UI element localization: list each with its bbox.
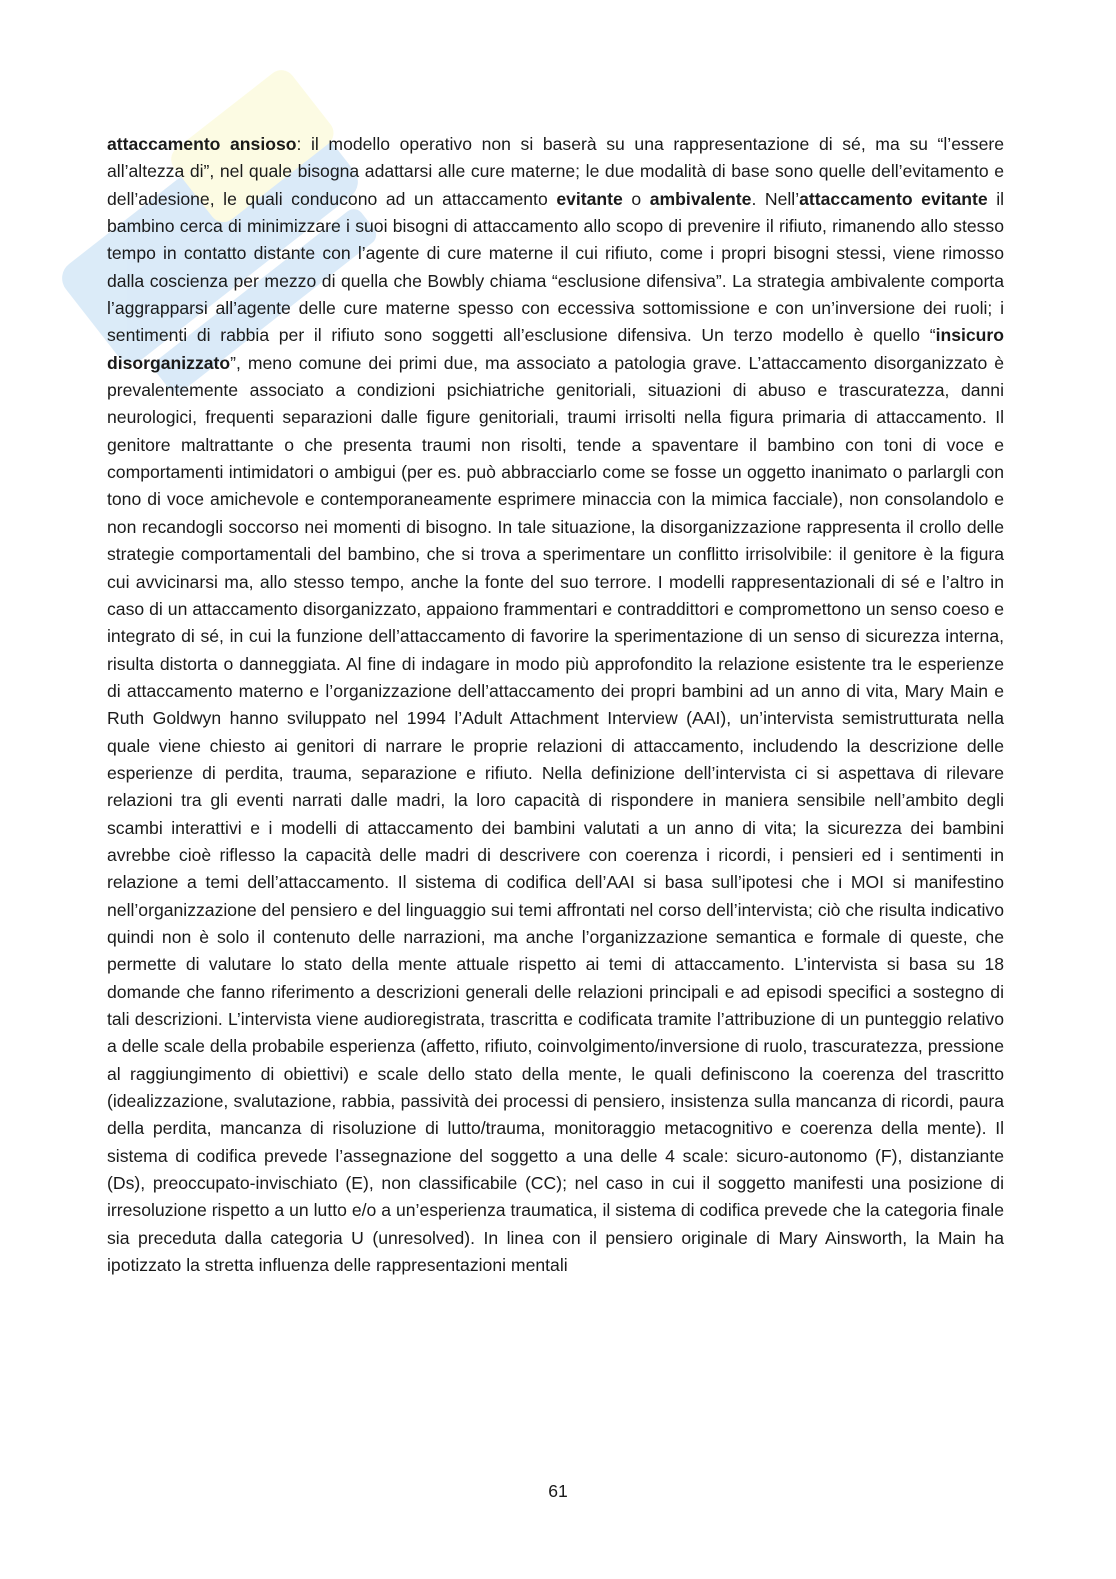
- term-evitante: evitante: [556, 188, 623, 209]
- term-attaccamento-evitante: attaccamento evitante: [799, 188, 988, 209]
- text-segment: il bambino cerca di minimizzare i suoi bisogni di attaccamento allo scopo di prevenire il rifiuto, rimanendo allo stesso tempo in contatto distante con l’agente di cure materne il cui rifiuto, come i propri bisogni stessi, viene rimosso dalla coscienza per mezzo di quella che Bowbly chiama “esclusione difensiva”. La strategia ambivalente comporta l’aggrapparsi all’agente delle cure materne spesso con eccessiva sottomissione e con un’inversione dei ruoli; i sentimenti di rabbia per il rifiuto sono soggetti all’esclusione difensiva. Un terzo modello è quello “: [107, 188, 1005, 346]
- text-segment: . Nell’: [751, 188, 800, 209]
- body-paragraph: [107, 131, 1004, 1279]
- text-segment: ”, meno comune dei primi due, ma associato a patologia grave. L’attaccamento disorganizzato è prevalentemente associato a condizioni psichiatriche genitoriali, situazioni di abuso e trascuratezza, danni neurologici, frequenti separazioni dalle figure genitoriali, traumi irrisolti nella figura primaria di attaccamento. Il genitore maltrattante o che presenta traumi non risolti, tende a spaventare il bambino con toni di voce e comportamenti intimidatori o ambigui (per es. può abbracciarlo come se fosse un oggetto inanimato o parlargli con tono di voce amichevole e contemporaneamente esprimere minaccia con la mimica facciale), non consolandolo e non recandogli soccorso nei momenti di bisogno. In tale situazione, la disorganizzazione rappresenta il crollo delle strategie comportamentali del bambino, che si trova a sperimentare un conflitto irrisolvibile: il genitore è la figura cui avvicinarsi ma, allo stesso tempo, anche la fonte del suo terrore. I modelli rappresentazionali di sé e l’altro in caso di un attaccamento disorganizzato, appaiono frammentari e contraddittori e compromettono un senso coeso e integrato di sé, in cui la funzione dell’attaccamento di favorire la sperimentazione di un senso di sicurezza interna, risulta distorta o danneggiata. Al fine di indagare in modo più approfondito la relazione esistente tra le esperienze di attaccamento materno e l’organizzazione dell’attaccamento dei propri bambini ad un anno di vita, Mary Main e Ruth Goldwyn hanno sviluppato nel 1994 l’Adult Attachment Interview (AAI), un’intervista semistrutturata nella quale viene chiesto ai genitori di narrare le proprie relazioni di attaccamento, includendo la descrizione delle esperienze di perdita, trauma, separazione e rifiuto. Nella definizione dell’intervista ci si aspettava di rilevare relazioni tra gli eventi narrati dalle madri, la loro capacità di rispondere in maniera sensibile nell’ambito degli scambi interattivi e i modelli di attaccamento dei bambini valutati a un anno di vita; la sicurezza dei bambini avrebbe cioè riflesso la capacità delle madri di descrivere con coerenza i ricordi, i pensieri ed i sentimenti in relazione a temi dell’attaccamento. Il sistema di codifica dell’AAI si basa sull’ipotesi che i MOI si manifestino nell’organizzazione del pensiero e del linguaggio sui temi affrontati nel corso dell’intervista; ciò che risulta indicativo quindi non è solo il contenuto delle narrazioni, ma anche l’organizzazione semantica e formale di queste, che permette di valutare lo stato della mente attuale rispetto ai temi di attaccamento. L’intervista si basa su 18 domande che fanno riferimento a descrizioni generali delle relazioni principali e ad episodi specifici a sostegno di tali descrizioni. L’intervista viene audioregistrata, trascritta e codificata tramite l’attribuzione di un punteggio relativo a delle scale della probabile esperienza (affetto, rifiuto, coinvolgimento/inversione di ruolo, trascuratezza, pressione al raggiungimento di obiettivi) e scale dello stato della mente, le quali definiscono la coerenza del trascritto (idealizzazione, svalutazione, rabbia, passività dei processi di pensiero, insistenza sulla mancanza di ricordi, paura della perdita, mancanza di risoluzione di lutto/trauma, monitoraggio metacognitivo e coerenza della mente). Il sistema di codifica prevede l’assegnazione del soggetto a una delle 4 scale: sicuro-autonomo (F), distanziante (Ds), preoccupato-invischiato (E), non classificabile (CC); nel caso in cui il soggetto manifesti una posizione di irresoluzione rispetto a un lutto e/o a un’esperienza traumatica, il sistema di codifica prevede che la categoria finale sia preceduta dalla categoria U (unresolved). In linea con il pensiero originale di Mary Ainsworth, la Main ha ipotizzato la stretta influenza delle rappresentazioni mentali: [107, 352, 1004, 1276]
- term-ambivalente: ambivalente: [649, 188, 752, 209]
- page-number: 61: [548, 1481, 568, 1501]
- text-segment: : il modello operativo non si baserà su una rappresentazione di sé, ma su “l’essere all’altezza di”, nel quale bisogna adattarsi alle cure materne; le due modalità di base sono quelle dell’evitamento e dell’adesione, le quali conducono ad un attaccamento: [107, 134, 1005, 209]
- term-attaccamento-ansioso: attaccamento ansioso: [107, 134, 297, 154]
- text-segment: o: [622, 188, 650, 209]
- term-insicuro-disorganizzato: insicuro disorganizzato: [107, 325, 1004, 373]
